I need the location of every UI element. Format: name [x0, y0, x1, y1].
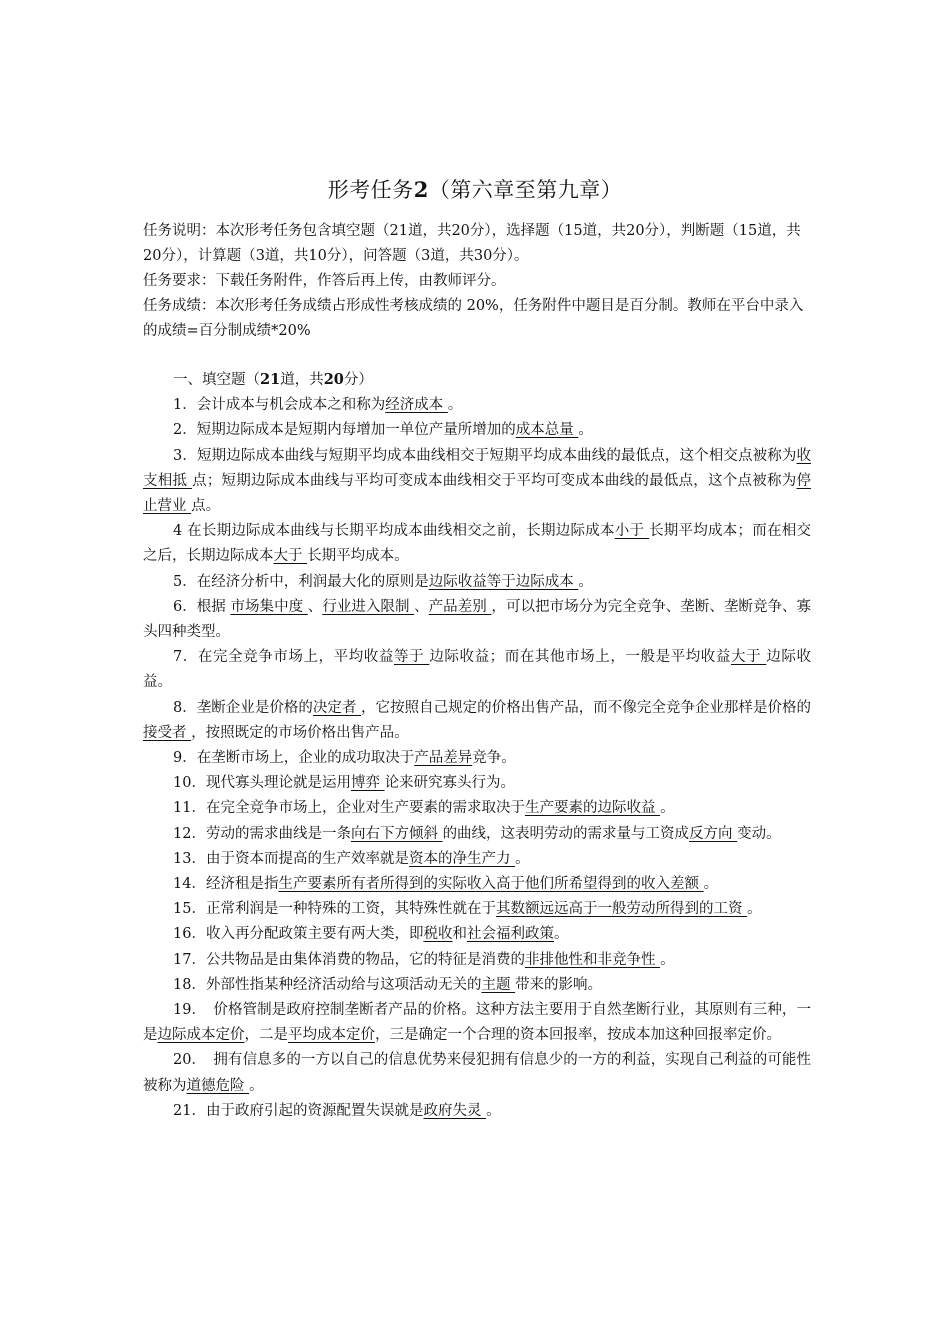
answer-blank: 经济成本 [385, 397, 448, 414]
question-item [143, 897, 811, 922]
answer-blank: 向右下方倾斜 [350, 825, 443, 842]
answer-blank: 大于 [730, 649, 767, 666]
question-item [143, 595, 811, 645]
question-text: 。 [660, 951, 675, 968]
question-text: 9．在垄断市场上，企业的成功取决于 [173, 750, 415, 767]
answer-blank: 政府失灵 [423, 1102, 487, 1119]
answer-blank: 大于 [273, 548, 308, 565]
question-text: 。 [703, 876, 719, 893]
question-text: 1．会计成本与机会成本之和称为 [173, 397, 386, 414]
question-text: 18．外部性指某种经济活动给与这项活动无关的 [173, 976, 482, 993]
answer-blank: 道德危险 [186, 1077, 250, 1094]
question-text: 带来的影响。 [515, 976, 603, 993]
question-item [143, 822, 811, 847]
question-text: 。 [553, 926, 569, 943]
answer-blank: 决定者 [312, 699, 362, 716]
task-grading: 任务成绩：本次形考任务成绩占形成性考核成绩的 20%，任务附件中题目是百分制。教师在平台中录入的成绩=百分制成绩*20% [143, 298, 804, 339]
question-text: 、 [414, 598, 429, 615]
answer-blank: 资本的净生产力 [408, 850, 516, 867]
question-text: 点。 [191, 498, 221, 515]
document-title [0, 174, 950, 204]
question-item [143, 696, 811, 746]
heading-prefix: 一、填空题（ [173, 372, 260, 388]
question-item [143, 418, 811, 443]
answer-blank: 产品差别 [428, 598, 492, 615]
question-text: 。 [515, 850, 530, 867]
heading-middle: 道，共 [280, 372, 324, 388]
question-text: 。 [578, 573, 593, 590]
question-item [143, 645, 811, 695]
question-text: 长期平均成本；而在相交之后，长期边际成本 [143, 523, 812, 565]
question-item [143, 393, 811, 418]
answer-blank: 生产要素所有者所得到的实际收入高于他们所希望得到的收入差额 [278, 876, 704, 893]
question-item [143, 847, 811, 872]
question-item [143, 746, 811, 771]
answer-blank: 平均成本定价 [288, 1027, 375, 1044]
question-text: 。 [249, 1077, 264, 1094]
question-text: 21．由于政府引起的资源配置失误就是 [173, 1102, 424, 1119]
title-number: 2 [413, 177, 429, 202]
question-item [143, 973, 811, 998]
task-requirement: 任务要求：下载任务附件，作答后再上传，由教师评分。 [143, 273, 506, 289]
title-suffix: （第六章至第九章） [428, 178, 623, 202]
answer-blank: 非排他性和非竞争性 [524, 951, 661, 968]
question-item [143, 1099, 811, 1124]
question-text: 12．劳动的需求曲线是一条 [173, 825, 351, 842]
question-text: 的曲线，这表明劳动的需求量与工资成 [442, 825, 690, 842]
answer-blank: 社会福利政策 [466, 926, 554, 943]
answer-blank: 博弈 [350, 775, 385, 792]
question-text: 20． 拥有信息多的一方以自己的信息优势来侵犯拥有信息少的一方的利益，实现自己利益的可能性被称为 [143, 1052, 811, 1094]
question-text: 14．经济租是指 [173, 876, 279, 893]
question-item [143, 872, 811, 897]
answer-blank: 成本总量 [515, 422, 579, 439]
question-text: 、 [307, 598, 323, 615]
question-item [143, 444, 811, 520]
question-text: ，按照既定的市场价格出售产品。 [191, 724, 409, 741]
heading-points: 20 [323, 371, 344, 388]
question-item [143, 771, 811, 796]
question-text: 3．短期边际成本曲线与短期平均成本曲线相交于短期平均成本曲线的最低点，这个相交点被称为 [173, 447, 797, 464]
question-text: 长期平均成本。 [307, 548, 409, 565]
question-text: 7．在完全竞争市场上，平均收益 [173, 649, 394, 666]
question-text: 。 [486, 1102, 501, 1119]
question-text: 论来研究寡头行为。 [384, 775, 516, 792]
question-text: 17．公共物品是由集体消费的物品，它的特征是消费的 [173, 951, 525, 968]
question-text: ，三是确定一个合理的资本回报率，按成本加这种回报率定价。 [375, 1027, 781, 1044]
question-text: 8．垄断企业是价格的 [173, 699, 313, 716]
question-text: 19． 价格管制是政府控制垄断者产品的价格。这种方法主要用于自然垄断行业，其原则有三种，一是 [143, 1002, 811, 1044]
answer-blank: 主题 [481, 976, 516, 993]
question-text: 竞争。 [472, 750, 516, 767]
question-item [143, 922, 811, 947]
section-heading [143, 367, 811, 393]
question-text: 变动。 [737, 825, 781, 842]
question-text: 15．正常利润是一种特殊的工资，其特殊性就在于 [173, 901, 496, 918]
answer-blank: 反方向 [689, 825, 738, 842]
answer-blank: 行业进入限制 [322, 598, 415, 615]
answer-blank: 收支相抵 [143, 447, 811, 489]
answer-blank: 产品差异 [414, 750, 473, 767]
question-text: 边际收益；而在其他市场上，一般是平均收益 [429, 649, 731, 666]
question-text: 。 [660, 800, 675, 817]
question-text: ，它按照自己规定的价格出售产品，而不像完全竞争企业那样是价格的 [361, 699, 811, 716]
question-text: ，二是 [244, 1027, 288, 1044]
question-item [143, 570, 811, 595]
question-text: 5．在经济分析中，利润最大化的原则是 [173, 573, 429, 590]
answer-blank: 其数额远远高于一般劳动所得到的工资 [495, 901, 748, 918]
answer-blank: 税收 [423, 926, 453, 943]
title-prefix: 形考任务 [327, 178, 414, 202]
answer-blank: 等于 [393, 649, 430, 666]
answer-blank: 停止营业 [143, 472, 811, 515]
question-item [143, 998, 811, 1048]
question-text: 4 在长期边际成本曲线与长期平均成本曲线相交之前，长期边际成本 [173, 523, 615, 540]
question-text: ，可以把市场分为完全竞争、垄断、垄断竞争、寡头四种类型。 [143, 598, 812, 641]
question-text: 10．现代寡头理论就是运用 [173, 775, 351, 792]
answer-blank: 边际收益等于边际成本 [428, 573, 579, 590]
answer-blank: 市场集中度 [230, 598, 308, 615]
question-text: 2．短期边际成本是短期内每增加一单位产量所增加的 [173, 422, 516, 439]
task-description: 任务说明：本次形考任务包含填空题（21道，共20分），选择题（15道，共20分），判断题（15道，共20分），计算题（3道，共10分），问答题（3道，共30分）。 [143, 223, 801, 264]
question-item [143, 1048, 811, 1098]
question-text: 6．根据 [173, 598, 231, 615]
fill-in-section [143, 367, 811, 1124]
question-text: 和 [452, 926, 467, 943]
task-intro [143, 219, 811, 344]
question-item [143, 519, 811, 569]
answer-blank: 边际成本定价 [157, 1027, 245, 1044]
question-text: 13．由于资本而提高的生产效率就是 [173, 850, 409, 867]
question-text: 。 [447, 397, 463, 414]
question-item [143, 796, 811, 821]
answer-blank: 生产要素的边际收益 [524, 800, 661, 817]
question-text: 边际收益。 [143, 649, 812, 691]
question-text: 。 [747, 901, 762, 918]
question-list [143, 393, 811, 1124]
answer-blank: 接受者 [143, 724, 192, 741]
question-text: 11．在完全竞争市场上，企业对生产要素的需求取决于 [173, 800, 525, 817]
heading-suffix: 分） [343, 372, 373, 388]
heading-count: 21 [260, 371, 281, 388]
question-item [143, 948, 811, 973]
question-text: 。 [578, 422, 593, 439]
question-text: 16．收入再分配政策主要有两大类，即 [173, 926, 424, 943]
answer-blank: 小于 [614, 523, 650, 540]
question-text: 点；短期边际成本曲线与平均可变成本曲线相交于平均可变成本曲线的最低点，这个点被称为 [192, 472, 797, 489]
